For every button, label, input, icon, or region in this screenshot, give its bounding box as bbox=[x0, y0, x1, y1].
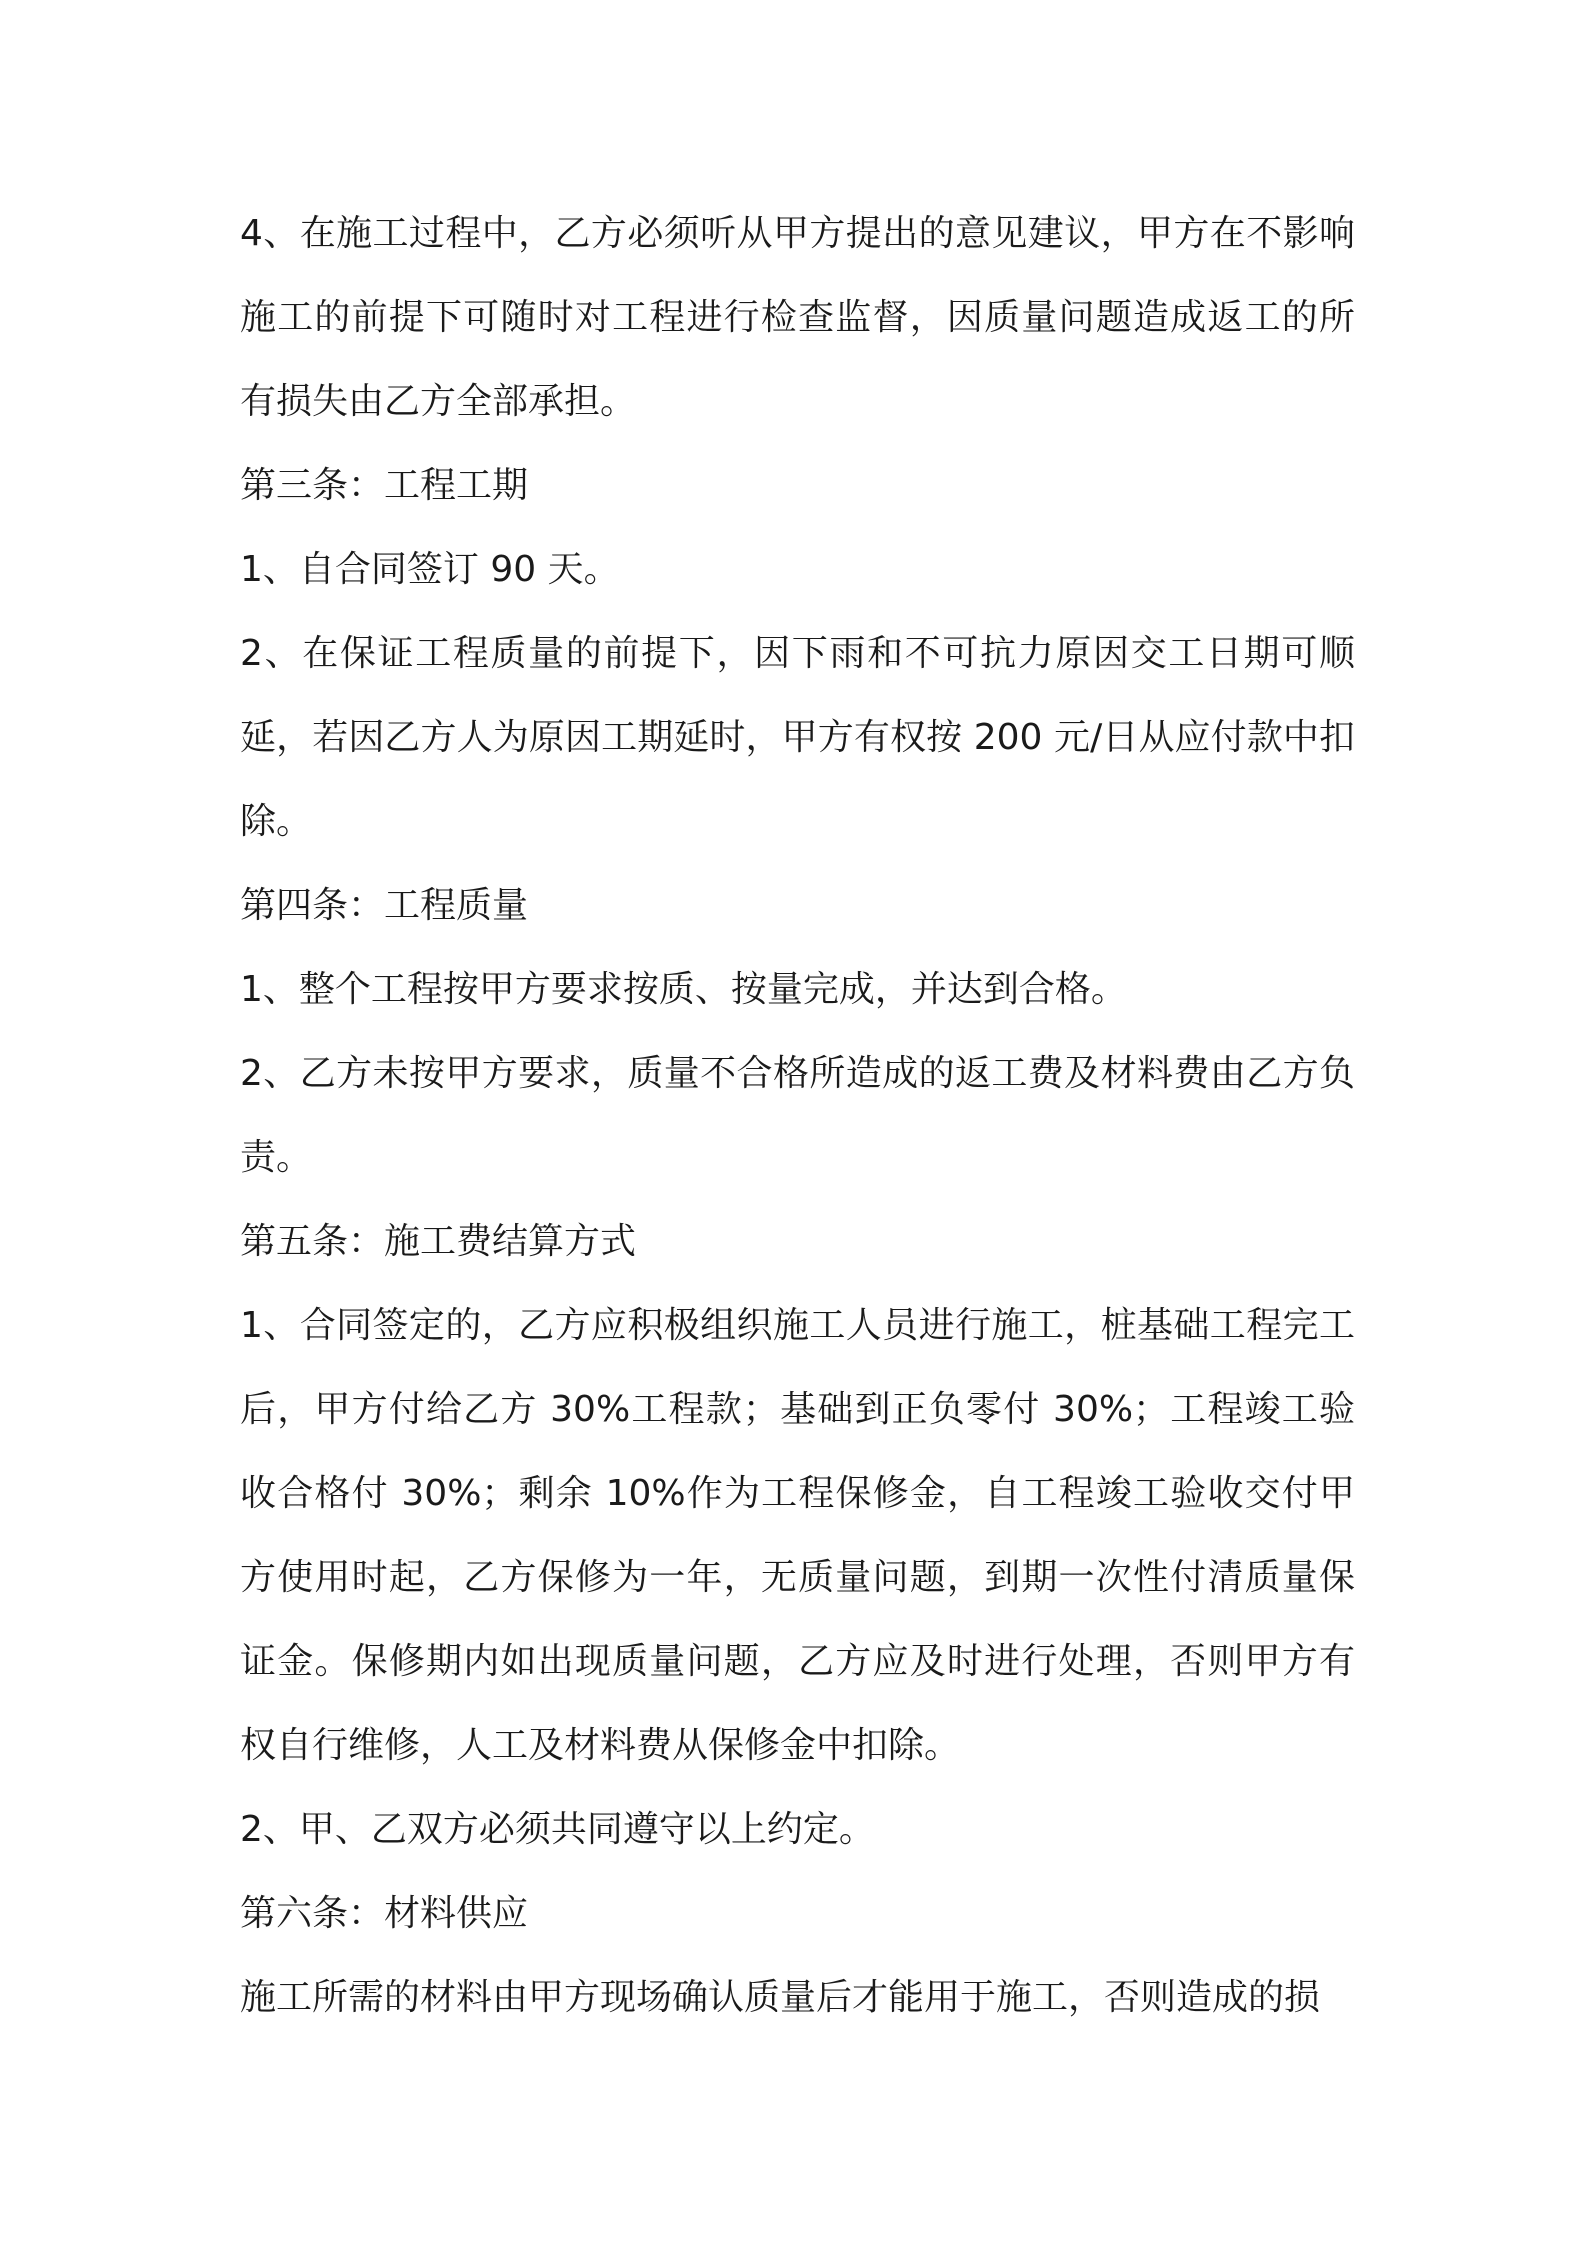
article-heading: 第四条：工程质量 bbox=[240, 885, 529, 926]
clause-paragraph: 4、在施工过程中，乙方必须听从甲方提出的意见建议，甲方在不影响施工的前提下可随时对工程进行检查监督，因质量问题造成返工的所有损失由乙方全部承担。 bbox=[240, 213, 1355, 422]
clause-paragraph: 1、整个工程按甲方要求按质、按量完成，并达到合格。 bbox=[240, 969, 1127, 1010]
clause-paragraph: 2、在保证工程质量的前提下，因下雨和不可抗力原因交工日期可顺延，若因乙方人为原因工期延时，甲方有权按 200 元/日从应付款中扣除。 bbox=[240, 633, 1355, 842]
article-heading: 第五条：施工费结算方式 bbox=[240, 1221, 637, 1262]
clause-paragraph: 2、甲、乙双方必须共同遵守以上约定。 bbox=[240, 1809, 875, 1850]
clause-paragraph: 1、合同签定的，乙方应积极组织施工人员进行施工，桩基础工程完工后，甲方付给乙方 30%工程款；基础到正负零付 30%；工程竣工验收合格付 30%；剩余 10%作为工程保修金，自工程竣工验收交付甲方使用时起，乙方保修为一年，无质量问题，到期一次性付清质量保证金。保修期内如出现质量问题，乙方应及时进行处理，否则甲方有权自行维修，人工及材料费从保修金中扣除。 bbox=[240, 1305, 1355, 1766]
document-body bbox=[240, 192, 1355, 2040]
clause-paragraph: 1、自合同签订 90 天。 bbox=[240, 549, 620, 590]
clause-paragraph: 施工所需的材料由甲方现场确认质量后才能用于施工，否则造成的损 bbox=[240, 1977, 1321, 2018]
article-heading: 第六条：材料供应 bbox=[240, 1893, 529, 1934]
clause-paragraph: 2、乙方未按甲方要求，质量不合格所造成的返工费及材料费由乙方负责。 bbox=[240, 1053, 1355, 1178]
article-heading: 第三条：工程工期 bbox=[240, 465, 529, 506]
